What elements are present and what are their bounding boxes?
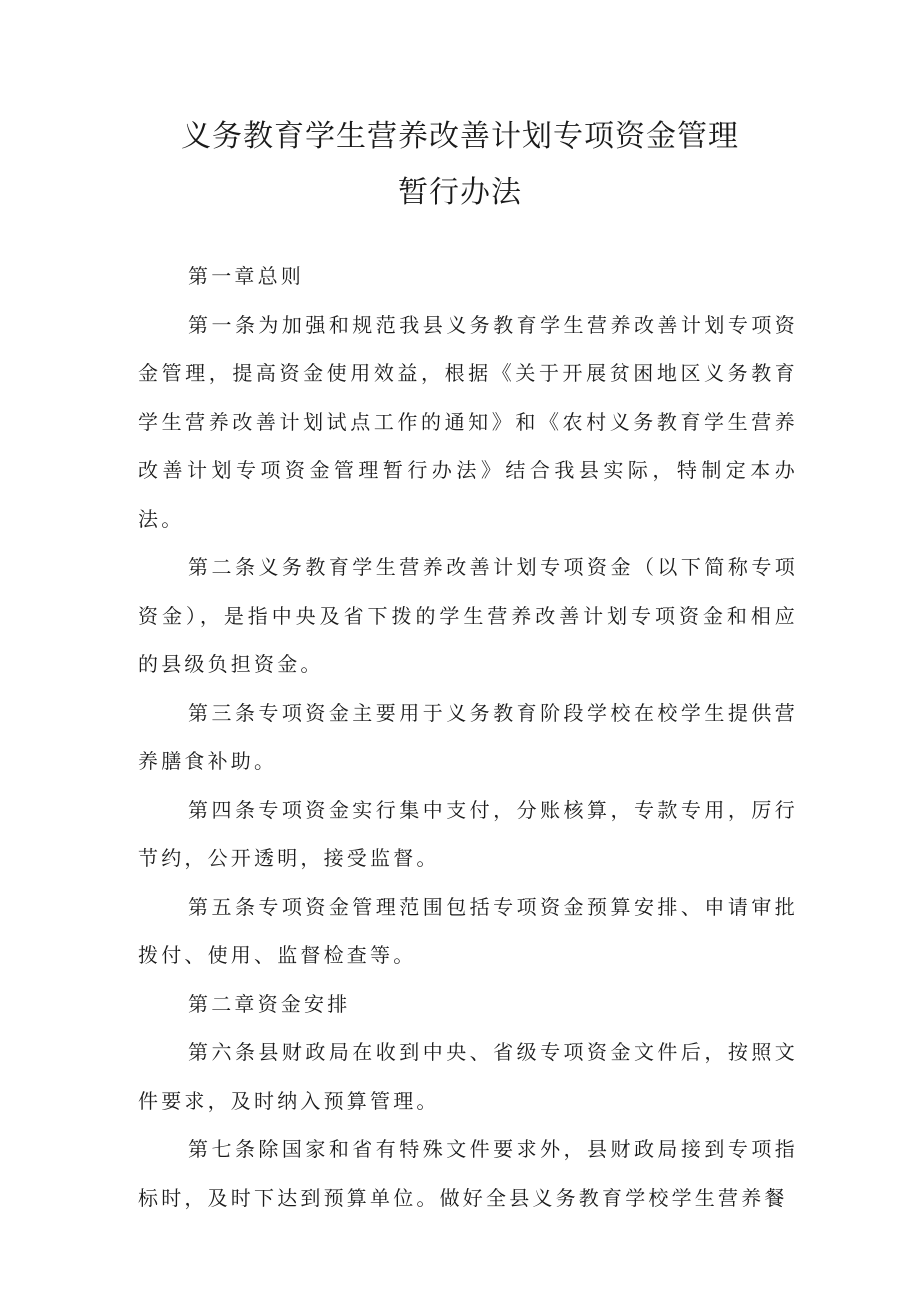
- article-paragraph: 第五条专项资金管理范围包括专项资金预算安排、申请审批拨付、使用、监督检查等。: [138, 894, 798, 967]
- article-paragraph: 第六条县财政局在收到中央、省级专项资金文件后，按照文件要求，及时纳入预算管理。: [138, 1040, 798, 1113]
- article-paragraph: 第四条专项资金实行集中支付，分账核算，专款专用，厉行节约，公开透明，接受监督。: [138, 797, 798, 870]
- document-title-line2: 暂行办法: [398, 175, 522, 210]
- article-paragraph: 第三条专项资金主要用于义务教育阶段学校在校学生提供营养膳食补助。: [138, 700, 798, 773]
- article-paragraph: 第一条为加强和规范我县义务教育学生营养改善计划专项资金管理，提高资金使用效益，根据《关于开展贫困地区义务教育学生营养改善计划试点工作的通知》和《农村义务教育学生营养改善计划专项资金管理暂行办法》结合我县实际，特制定本办法。: [138, 312, 798, 531]
- document-title-line1: 义务教育学生营养改善计划专项资金管理: [181, 119, 739, 154]
- document-body: [138, 252, 798, 1222]
- article-paragraph: 第二条义务教育学生营养改善计划专项资金（以下简称专项资金），是指中央及省下拨的学生营养改善计划专项资金和相应的县级负担资金。: [138, 555, 798, 676]
- chapter-heading: 第二章资金安排: [188, 991, 351, 1016]
- article-paragraph: 第七条除国家和省有特殊文件要求外，县财政局接到专项指标时，及时下达到预算单位。做好全县义务教育学校学生营养餐: [138, 1137, 798, 1210]
- chapter-heading: 第一章总则: [188, 264, 304, 288]
